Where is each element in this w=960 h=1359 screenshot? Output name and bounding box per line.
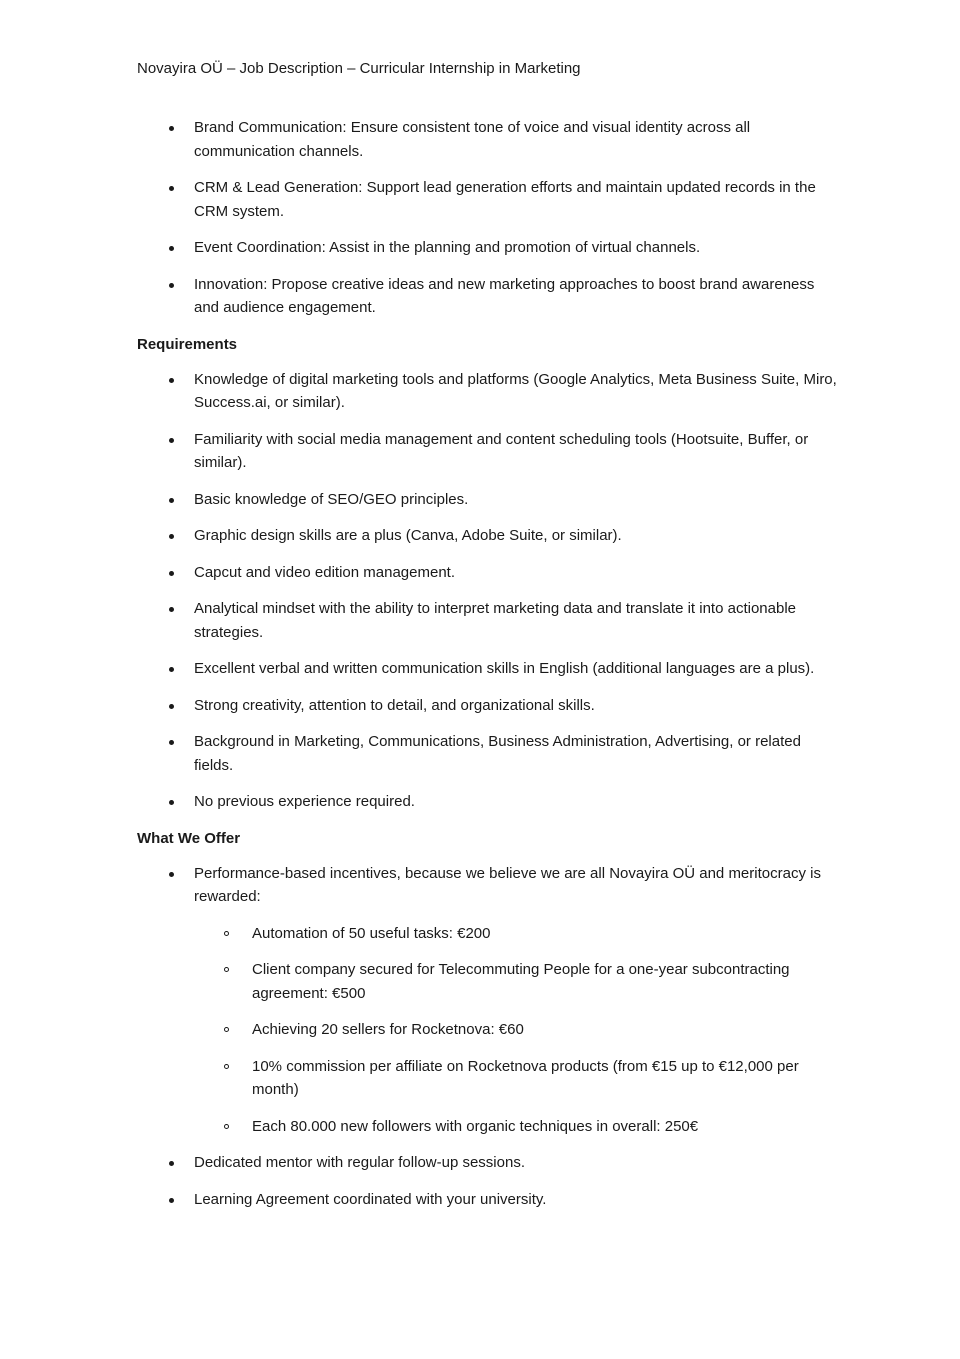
- sublist-item: [194, 1115, 837, 1139]
- sublist-item-text: Achieving 20 sellers for Rocketnova: €60: [252, 1021, 524, 1038]
- bullet-icon: [169, 800, 174, 805]
- list-item-text: Basic knowledge of SEO/GEO principles.: [194, 490, 469, 508]
- list-item: [137, 597, 837, 644]
- document-body: [137, 116, 837, 1224]
- bullet-icon: [169, 378, 174, 383]
- sublist-item-text: Each 80.000 new followers with organic techniques in overall: 250€: [252, 1117, 699, 1135]
- list-item-text: Dedicated mentor with regular follow-up sessions.: [194, 1154, 525, 1171]
- list-item-text: Strong creativity, attention to detail, and organizational skills.: [194, 696, 595, 714]
- sublist-item-text: Automation of 50 useful tasks: €200: [252, 924, 491, 942]
- list-item: [137, 1151, 837, 1175]
- offer-heading: What We Offer: [137, 829, 241, 847]
- bullet-icon: [169, 498, 174, 503]
- sublist-item: [194, 922, 837, 946]
- bullet-icon: [169, 607, 174, 612]
- hollow-bullet-icon: [224, 1064, 229, 1069]
- sublist-item-text: Client company secured for Telecommuting People for a one-year subcontracting agreement: €500: [252, 961, 790, 1002]
- list-item: [137, 730, 837, 777]
- list-item: [137, 116, 837, 163]
- intro-list: [137, 116, 837, 320]
- bullet-icon: [169, 1198, 174, 1203]
- list-item: [137, 428, 837, 475]
- requirements-list: [137, 368, 837, 814]
- bullet-icon: [169, 438, 174, 443]
- list-item: [137, 368, 837, 415]
- list-item-text: Brand Communication: Ensure consistent tone of voice and visual identity across all communication channels.: [194, 119, 751, 160]
- sublist-item-text: 10% commission per affiliate on Rocketnova products (from €15 up to €12,000 per month): [252, 1057, 799, 1098]
- list-item-text: Innovation: Propose creative ideas and new marketing approaches to boost brand awareness and audience engagement.: [194, 275, 815, 316]
- list-item: [137, 862, 837, 1139]
- list-item-text: CRM & Lead Generation: Support lead generation efforts and maintain updated records in the CRM system.: [194, 179, 816, 220]
- incentives-sublist: [194, 922, 837, 1139]
- sublist-item: [194, 958, 837, 1005]
- list-item-text: Performance-based incentives, because we believe we are all Novayira OÜ and meritocracy is rewarded:: [194, 864, 821, 905]
- bullet-icon: [169, 126, 174, 131]
- sublist-item: [194, 1055, 837, 1102]
- requirements-heading: Requirements: [137, 335, 238, 353]
- list-item: [137, 1188, 837, 1212]
- page-header: Novayira OÜ – Job Description – Curricular Internship in Marketing: [137, 60, 581, 77]
- bullet-icon: [169, 246, 174, 251]
- list-item: [137, 236, 837, 260]
- offer-list: [137, 862, 837, 1212]
- bullet-icon: [169, 667, 174, 672]
- bullet-icon: [169, 872, 174, 877]
- list-item-text: Excellent verbal and written communication skills in English (additional languages are a plus).: [194, 660, 815, 677]
- list-item: [137, 524, 837, 548]
- hollow-bullet-icon: [224, 967, 229, 972]
- bullet-icon: [169, 571, 174, 576]
- list-item: [137, 694, 837, 718]
- list-item: [137, 790, 837, 814]
- bullet-icon: [169, 1161, 174, 1166]
- list-item-text: Background in Marketing, Communications, Business Administration, Advertising, or related fields.: [194, 733, 801, 774]
- list-item: [137, 488, 837, 512]
- list-item-text: Learning Agreement coordinated with your university.: [194, 1190, 547, 1208]
- list-item-text: Capcut and video edition management.: [194, 563, 456, 581]
- sublist-item: [194, 1018, 837, 1042]
- list-item-text: Familiarity with social media management and content scheduling tools (Hootsuite, Buffer, or similar).: [194, 430, 809, 471]
- list-item-text: No previous experience required.: [194, 793, 415, 810]
- list-item: [137, 657, 837, 681]
- list-item-text: Event Coordination: Assist in the planning and promotion of virtual channels.: [194, 239, 701, 256]
- bullet-icon: [169, 186, 174, 191]
- bullet-icon: [169, 740, 174, 745]
- list-item: [137, 561, 837, 585]
- list-item: [137, 273, 837, 320]
- hollow-bullet-icon: [224, 1027, 229, 1032]
- bullet-icon: [169, 704, 174, 709]
- bullet-icon: [169, 534, 174, 539]
- hollow-bullet-icon: [224, 931, 229, 936]
- bullet-icon: [169, 283, 174, 288]
- list-item-text: Graphic design skills are a plus (Canva, Adobe Suite, or similar).: [194, 527, 622, 544]
- list-item-text: Analytical mindset with the ability to interpret marketing data and translate it into actionable strategies.: [194, 600, 796, 641]
- list-item-text: Knowledge of digital marketing tools and platforms (Google Analytics, Meta Business Suite, Miro, Success.ai, or similar).: [194, 370, 837, 411]
- hollow-bullet-icon: [224, 1124, 229, 1129]
- list-item: [137, 176, 837, 223]
